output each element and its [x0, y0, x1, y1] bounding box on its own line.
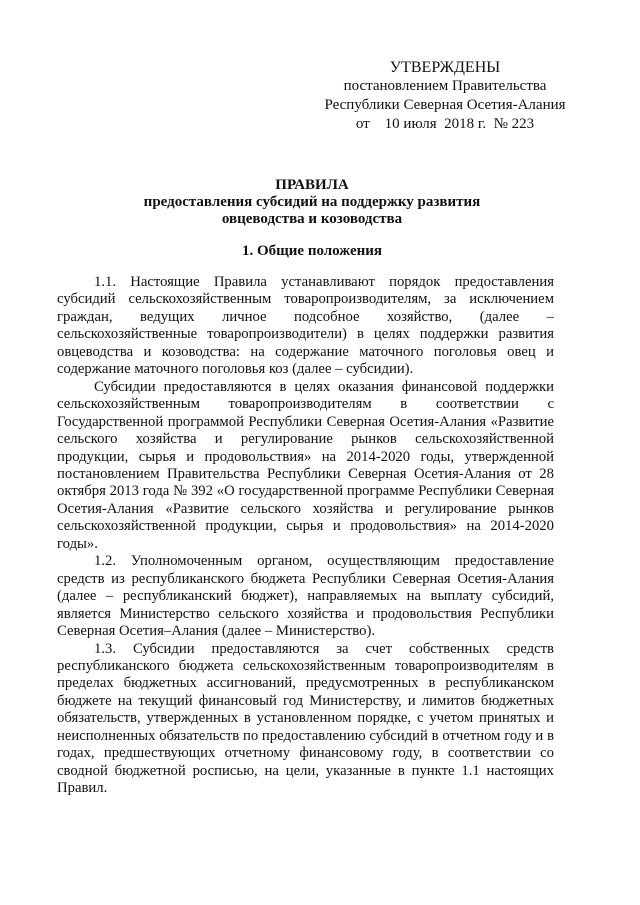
approval-title: УТВЕРЖДЕНЫ — [389, 59, 501, 76]
approval-line-3: от 10 июля 2018 г. № 223 — [355, 116, 535, 132]
paragraph-1-1: 1.1. Настоящие Правила устанавливают порядок предоставления субсидий сельскохозяйственным товаропроизводителям, за исключением граждан, ведущих личное подсобное хозяйство, (далее – сельскохозяйственные товаропроизводители) в целях поддержки развития овцеводства и козоводства: на содержание маточного поголовья овец и содержание маточного поголовья коз (далее – субсидии). — [57, 274, 554, 378]
document-title-block — [70, 177, 554, 228]
paragraph-1-2: 1.2. Уполномоченным органом, осуществляющим предоставление средств из республиканского бюджета Республики Северная Осетия-Алания (далее – республиканский бюджет), направляемых на выплату субсидий, является Министерство сельского хозяйства и продовольствия Республики Северная Осетия–Алания (далее – Министерство). — [57, 553, 554, 640]
document-subtitle-line-2: овцеводства и козоводства — [221, 211, 403, 227]
paragraph-subsidy-purpose: Субсидии предоставляются в целях оказания финансовой поддержки сельскохозяйственным товаропроизводителям в соответствии с Государственной программой Республики Северная Осетия-Алания «Развитие сельского хозяйства и регулирование рынков сельскохозяйственной продукции, сырья и продовольствия» на 2014-2020 годы, утвержденной постановлением Правительства Республики Северная Осетия-Алания от 28 октября 2013 года № 392 «О государственной программе Республики Северная Осетия-Алания «Развитие сельского хозяйства и регулирование рынков сельскохозяйственной продукции, сырья и продовольствия» на 2014-2020 годы». — [57, 378, 554, 552]
section-heading: 1. Общие положения — [241, 243, 383, 259]
document-body — [57, 274, 554, 798]
approval-line-1: постановлением Правительства — [343, 78, 547, 94]
document-subtitle-line-1: предоставления субсидий на поддержку развития — [143, 194, 481, 210]
paragraph-1-3: 1.3. Субсидии предоставляются за счет собственных средств республиканского бюджета сельскохозяйственным товаропроизводителям в пределах бюджетных ассигнований, предусмотренных в республиканском бюджете на текущий финансовый год Министерству, и лимитов бюджетных обязательств, утвержденных в установленном порядке, с учетом принятых и неисполненных обязательств по предоставлению субсидий в отчетном году и в годах, предшествующих отчетному финансовому году, в соответствии со сводной бюджетной росписью, на цели, указанные в пункте 1.1 настоящих Правил. — [57, 640, 554, 797]
approval-line-2: Республики Северная Осетия-Алания — [324, 97, 566, 113]
approval-stamp — [300, 58, 590, 134]
document-title: ПРАВИЛА — [275, 177, 349, 193]
